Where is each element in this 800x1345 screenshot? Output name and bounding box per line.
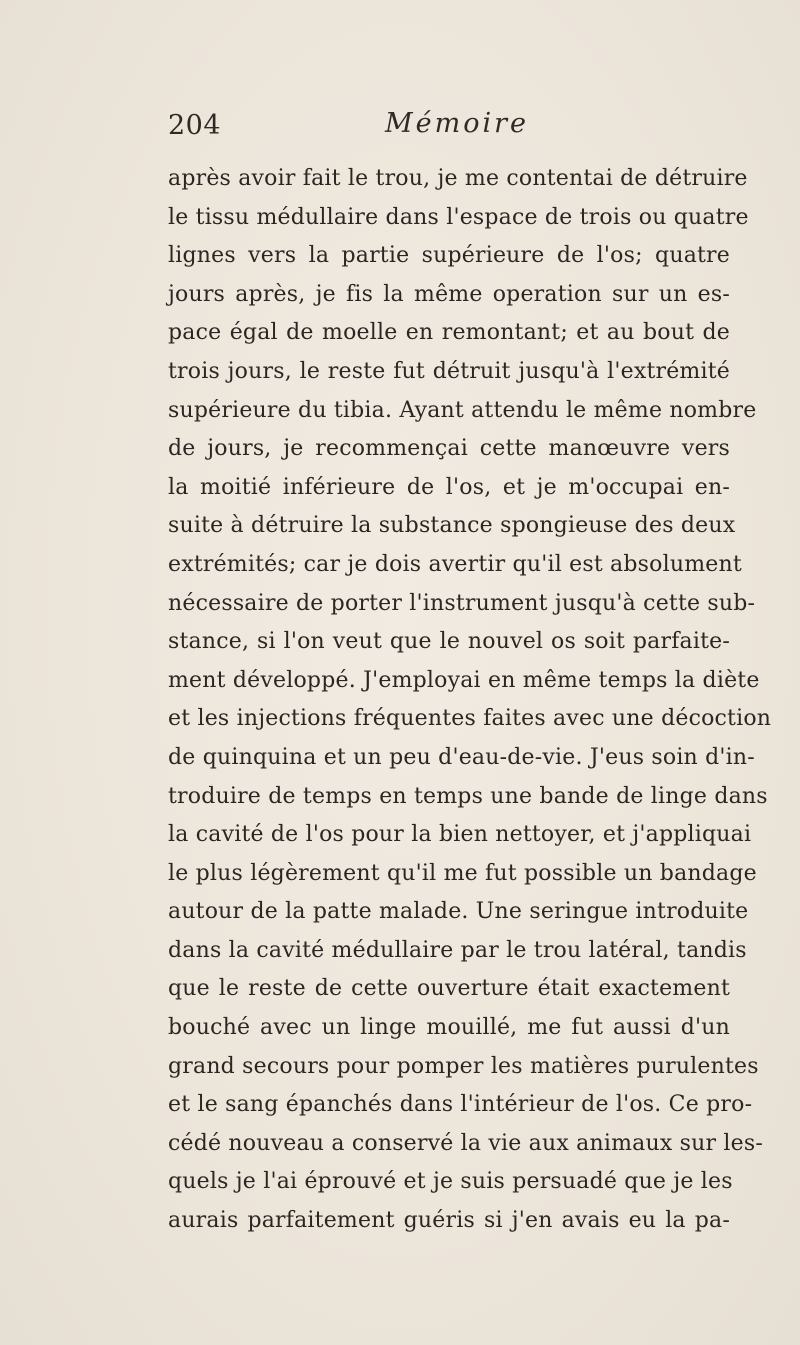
text-line: pace égal de moelle en remontant; et au bout de [168, 320, 730, 346]
text-line: le tissu médullaire dans l'espace de trois ou quatre [168, 204, 749, 230]
body-text [168, 160, 772, 1241]
text-line: extrémités; car je dois avertir qu'il est absolument [168, 551, 742, 577]
text-line: cédé nouveau a conservé la vie aux animaux sur les- [168, 1130, 763, 1156]
text-line: et les injections fréquentes faites avec une décoction [168, 706, 772, 732]
text-line: le plus légèrement qu'il me fut possible un bandage [168, 860, 757, 886]
text-line: lignes vers la partie supérieure de l'os; quatre [168, 243, 730, 269]
text-line: supérieure du tibia. Ayant attendu le même nombre [168, 397, 757, 423]
text-line: la moitié inférieure de l'os, et je m'occupai en- [168, 474, 730, 500]
text-line: après avoir fait le trou, je me contentai de détruire [168, 166, 748, 191]
text-line: quels je l'ai éprouvé et je suis persuadé que je les [168, 1169, 733, 1195]
text-line: et le sang épanchés dans l'intérieur de l'os. Ce pro- [168, 1092, 753, 1118]
text-line: ment développé. J'employai en même temps la diète [168, 667, 760, 693]
text-line: que le reste de cette ouverture était exactement [168, 976, 730, 1002]
text-line: aurais parfaitement guéris si j'en avais eu la pa- [168, 1208, 730, 1234]
page-number: 204 [168, 110, 222, 141]
text-line: troduire de temps en temps une bande de linge dans [168, 783, 768, 809]
page-header [168, 104, 738, 148]
text-line: suite à détruire la substance spongieuse des deux [168, 513, 736, 539]
running-title: Mémoire [385, 108, 530, 139]
text-line: stance, si l'on veut que le nouvel os soit parfaite- [168, 629, 730, 655]
text-line: de jours, je recommençai cette manœuvre vers [168, 436, 730, 462]
text-line: trois jours, le reste fut détruit jusqu'à l'extrémité [168, 358, 730, 384]
text-line: jours après, je fis la même operation sur un es- [168, 281, 730, 307]
text-line: dans la cavité médullaire par le trou latéral, tandis [168, 937, 747, 963]
text-line: bouché avec un linge mouillé, me fut aussi d'un [168, 1015, 730, 1041]
text-line: la cavité de l'os pour la bien nettoyer, et j'appliquai [168, 822, 752, 848]
text-line: nécessaire de porter l'instrument jusqu'à cette sub- [168, 590, 756, 616]
text-line: grand secours pour pomper les matières purulentes [168, 1053, 759, 1079]
text-line: de quinquina et un peu d'eau-de-vie. J'eus soin d'in- [168, 744, 755, 770]
text-line: autour de la patte malade. Une seringue introduite [168, 899, 749, 925]
